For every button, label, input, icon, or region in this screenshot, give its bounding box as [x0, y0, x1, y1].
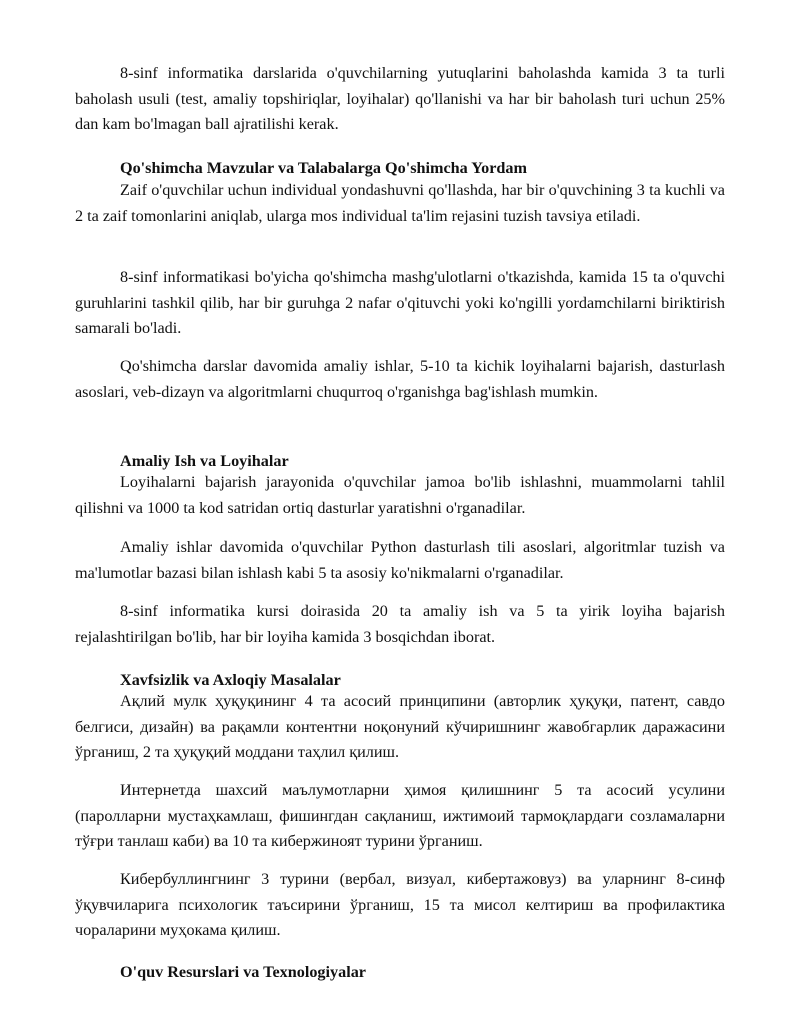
paragraph-extra-lessons: Qo'shimcha darslar davomida amaliy ishlar, 5-10 ta kichik loyihalarni bajarish, dasturlash asoslari, veb-dizayn va algoritmlarni chuqurroq o'rganishga bag'ishlash mumkin. — [75, 357, 725, 401]
paragraph-individual-approach: Zaif o'quvchilar uchun individual yondashuvni qo'llashda, har bir o'quvchining 3 ta kuchli va 2 ta zaif tomonlarini aniqlab, ularga mos individual ta'lim rejasini tuzish tavsiya etiladi. — [75, 181, 725, 225]
heading-additional-topics: Qo'shimcha Mavzular va Talabalarga Qo'shimcha Yordam — [120, 159, 527, 177]
heading-safety-ethics: Xavfsizlik va Axloqiy Masalalar — [120, 671, 341, 689]
heading-learning-resources: O'quv Resurslari va Texnologiyalar — [120, 963, 366, 981]
heading-practical-work: Amaliy Ish va Loyihalar — [120, 452, 289, 470]
paragraph-assessment: 8-sinf informatika darslarida o'quvchilarning yutuqlarini baholashda kamida 3 ta turli baholash usuli (test, amaliy topshiriqlar, loyihalar) qo'llanishi va har bir baholash turi uchun 25% dan kam bo'lmagan ball ajratilishi kerak. — [75, 64, 725, 133]
paragraph-cyberbullying: Кибербуллингнинг 3 турини (вербал, визуал, кибертажовуз) ва уларнинг 8-синф ўқувчиларига психологик таъсирини ўрганиш, 15 та мисол келтириш ва профилактика чораларини муҳокама қилиш. — [75, 870, 725, 939]
paragraph-personal-data: Интернетда шахсий маълумотларни ҳимоя қилишнинг 5 та асосий усулини (паролларни мустаҳкамлаш, фишингдан сақланиш, ижтимоий тармоқлардаги созламаларни тўғри танлаш каби) ва 10 та кибержиноят турини ўрганиш. — [75, 781, 725, 850]
paragraph-intellectual-property: Ақлий мулк ҳуқуқининг 4 та асосий принципини (авторлик ҳуқуқи, патент, савдо белгиси, дизайн) ва рақамли контентни ноқонуний кўчиришнинг жавобгарлик даражасини ўрганиш, 2 та ҳуқуқий моддани таҳлил қилиш. — [75, 692, 725, 761]
paragraph-projects: Loyihalarni bajarish jarayonida o'quvchilar jamoa bo'lib ishlashni, muammolarni tahlil qilishni va 1000 ta kod satridan ortiq dasturlar yaratishni o'rganadilar. — [75, 473, 725, 517]
paragraph-extra-sessions: 8-sinf informatikasi bo'yicha qo'shimcha mashg'ulotlarni o'tkazishda, kamida 15 ta o'quvchi guruhlarini tashkil qilib, har bir guruhga 2 nafar o'qituvchi yoki ko'ngilli yordamchilarni biriktirish samarali bo'ladi. — [75, 268, 725, 337]
paragraph-course-plan: 8-sinf informatika kursi doirasida 20 ta amaliy ish va 5 ta yirik loyiha bajarish rejalashtirilgan bo'lib, har bir loyiha kamida 3 bosqichdan iborat. — [75, 602, 725, 646]
paragraph-practical-skills: Amaliy ishlar davomida o'quvchilar Python dasturlash tili asoslari, algoritmlar tuzish va ma'lumotlar bazasi bilan ishlash kabi 5 ta asosiy ko'nikmalarni o'rganadilar. — [75, 538, 725, 582]
